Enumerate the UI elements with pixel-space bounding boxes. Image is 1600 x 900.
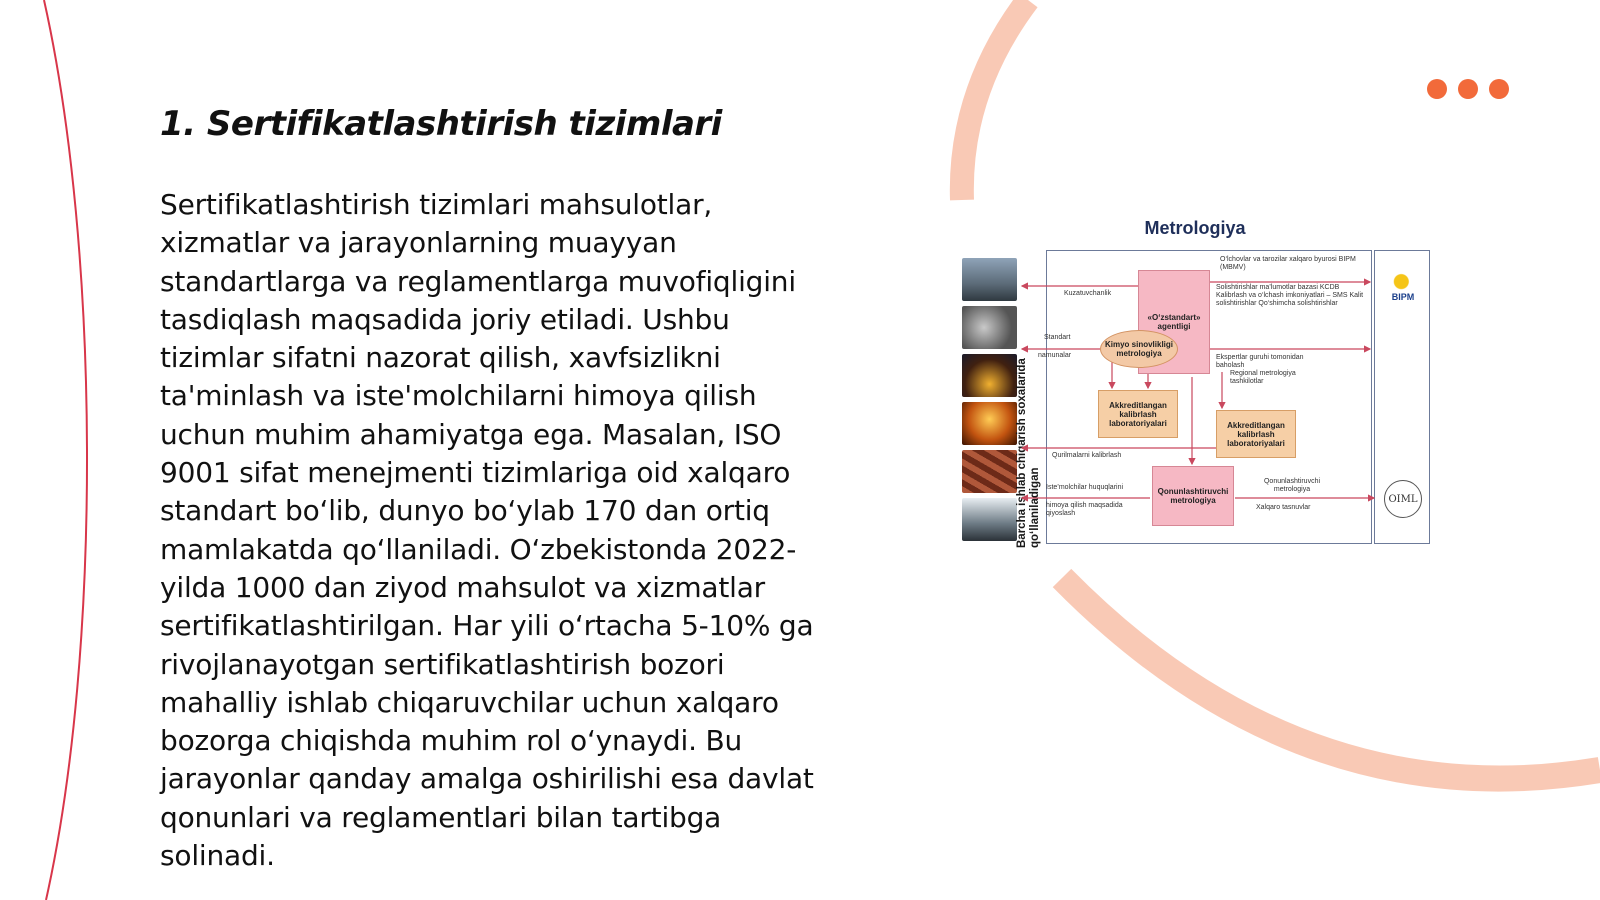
- calibration-label: Qurilmalarni kalibrlash: [1052, 452, 1122, 459]
- slide-body-text: Sertifikatlashtirish tizimlari mahsulotlar, xizmatlar va jarayonlarning muayyan standartlarga va reglamentlarga muvofiqligini tasdiqlash maqsadida joriy etiladi. Ushbu tizimlar sifatni nazorat qilish, xavfsizlikni ta'minlash va iste'molchilarni himoya qilish uchun muhim ahamiyatga ega. Masalan, ISO 9001 sifat menejmenti tizimlariga oid xalqaro standart bo‘lib, dunyo bo‘ylab 170 dan ortiq mamlakatda qo‘llaniladi. O‘zbekistonda 2022-yilda 1000 dan ziyod mahsulot va xizmatlar sertifikatlashtirilgan. Har yili o‘rtacha 5-10% ga rivojlanayotgan sertifikatlashtirish bozori mahalliy ishlab chiqaruvchilar uchun xalqaro bozorga chiqishda muhim rol o‘ynaydi. Bu jarayonlar qanday amalga oshirilishi esa davlat qonunlari va reglamentlari bilan tartibga solinadi.: [160, 188, 814, 873]
- calibration-lab-right-box: Akkreditlangan kalibrlash laboratoriyalari: [1216, 410, 1296, 458]
- users-label: Kuzatuvchanlik: [1064, 290, 1112, 297]
- services-label: Solishtirishlar ma’lumotlar bazasi KCDB Kalibrlash va o‘lchash imkoniyatlari – SMS Kalit solishtirishlar Qo‘shimcha solishtirishlar: [1216, 284, 1364, 307]
- uzstandard-agency-box: «O‘zstandart» agentligi: [1138, 270, 1210, 374]
- legal-metro-label: Qonunlashtiruvchi metrologiya: [1263, 478, 1321, 493]
- metrology-diagram: [960, 212, 1430, 552]
- dot-3: [1489, 79, 1509, 99]
- expert-label: Ekspertlar guruhi tomonidan baholash: [1216, 354, 1304, 369]
- bipm-logo-icon: BIPM: [1386, 268, 1420, 302]
- diagram-title: Metrologiya: [1144, 218, 1246, 238]
- legal-metrology-box: Qonunlashtiruvchi metrologiya: [1152, 466, 1234, 526]
- consumer-rights-label: Iste’molchilar huquqlarini: [1046, 484, 1124, 491]
- top-arc-decoration: [962, 0, 1028, 200]
- regional-label: Regional metrologiya tashkilotlar: [1230, 370, 1296, 385]
- dot-1: [1427, 79, 1447, 99]
- protection-label: himoya qilish maqsadida qiyoslash: [1046, 502, 1123, 517]
- bipm-top-label: O‘lchovlar va tarozilar xalqaro byurosi BIPM (MBMV): [1220, 256, 1356, 271]
- slide-title: 1. Sertifikatlashtirish tizimlari: [160, 104, 722, 144]
- left-accent-line: [44, 0, 87, 900]
- bottom-arc-decoration: [1062, 578, 1600, 779]
- calibration-lab-left-box: Akkreditlangan kalibrlash laboratoriyalari: [1098, 390, 1178, 438]
- oiml-logo-icon: OIML: [1384, 480, 1422, 518]
- sample-label: namunalar: [1038, 352, 1072, 359]
- international-verification-label: Xalqaro tasnuvlar: [1256, 504, 1311, 511]
- dot-2: [1458, 79, 1478, 99]
- side-label: Barcha ishlab chiqarish soxalarida qo‘llaniladigan: [1016, 358, 1041, 548]
- standard-label: Standart: [1044, 334, 1071, 341]
- menu-dots-icon: [1427, 79, 1509, 99]
- chem-metrology-ellipse: Kimyo sinovlikligi metrologiya: [1100, 330, 1178, 368]
